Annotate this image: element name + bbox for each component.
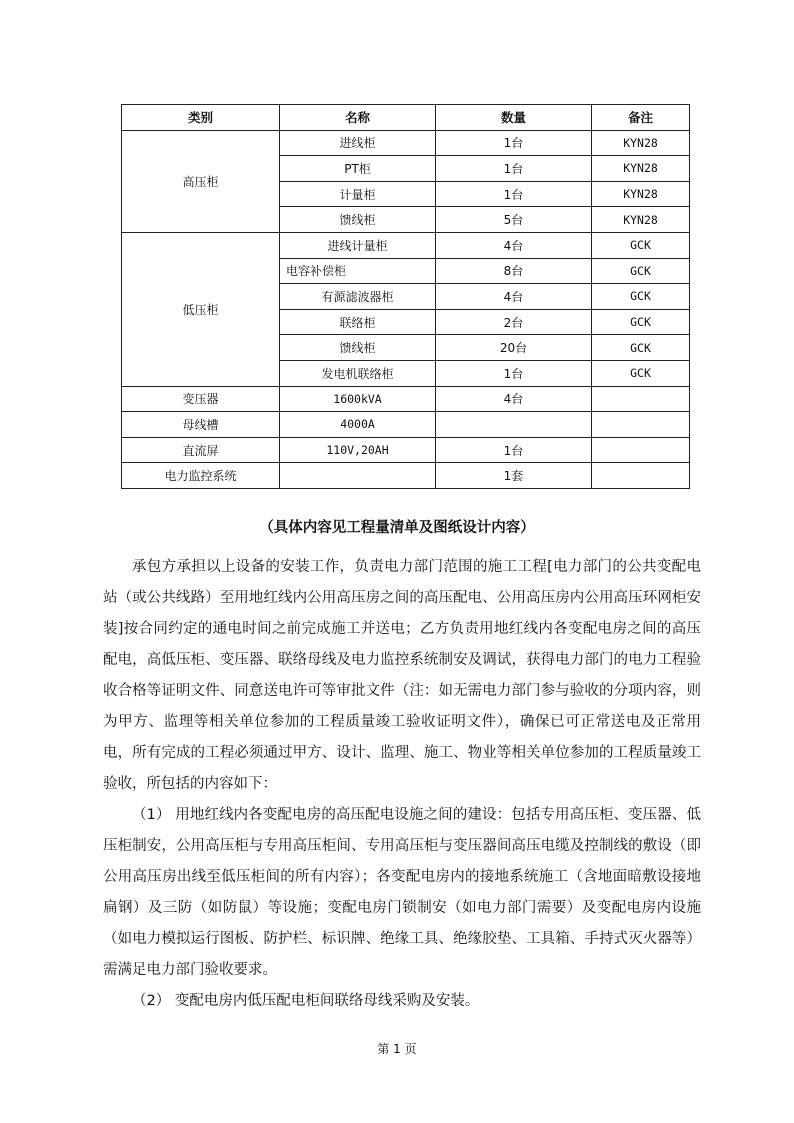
remark-cell: KYN28 xyxy=(592,207,690,233)
name-cell: 发电机联络柜 xyxy=(280,360,436,386)
quantity-cell xyxy=(436,412,592,438)
equipment-table xyxy=(121,104,690,489)
remark-cell: GCK xyxy=(592,335,690,361)
remark-cell xyxy=(592,463,690,489)
category-cell: 高压柜 xyxy=(122,130,280,232)
name-cell: 计量柜 xyxy=(280,181,436,207)
remark-cell xyxy=(592,437,690,463)
quantity-cell: 1套 xyxy=(436,463,592,489)
header-remark: 备注 xyxy=(592,105,690,131)
body-paragraph-item-1: （1） 用地红线内各变配电房的高压配电设施之间的建设：包括专用高压柜、变压器、低压柜制安，公用高压柜与专用高压柜间、专用高压柜与变压器间高压电缆及控制线的敷设（即公用高压房出线至低压柜间的所有内容）；各变配电房内的接地系统施工（含地面暗敷设接地扁钢）及三防（如防鼠）等设施；变配电房门锁制安（如电力部门需要）及变配电房内设施（如电力模拟运行图板、防护栏、标识牌、绝缘工具、绝缘胶垫、工具箱、手持式灭火器等）需满足电力部门验收要求。 xyxy=(103,807,701,978)
name-cell: 110V,20AH xyxy=(280,437,436,463)
quantity-cell: 4台 xyxy=(436,386,592,412)
page-number: 第 1 页 xyxy=(377,1042,417,1056)
name-cell: PT柜 xyxy=(280,156,436,182)
quantity-cell: 8台 xyxy=(436,258,592,284)
table-row xyxy=(122,386,690,412)
remark-cell: GCK xyxy=(592,360,690,386)
table-header-row xyxy=(122,105,690,131)
remark-cell: KYN28 xyxy=(592,156,690,182)
name-cell: 1600kVA xyxy=(280,386,436,412)
quantity-cell: 1台 xyxy=(436,437,592,463)
remark-cell xyxy=(592,412,690,438)
content-reference-note: （具体内容见工程量清单及图纸设计内容） xyxy=(259,520,535,536)
name-cell: 有源滤波器柜 xyxy=(280,284,436,310)
remark-cell: KYN28 xyxy=(592,130,690,156)
name-cell: 电容补偿柜 xyxy=(280,258,436,284)
category-cell: 电力监控系统 xyxy=(122,463,280,489)
category-cell: 变压器 xyxy=(122,386,280,412)
table-row xyxy=(122,232,690,258)
remark-cell: GCK xyxy=(592,258,690,284)
table-row xyxy=(122,130,690,156)
header-name: 名称 xyxy=(280,105,436,131)
table-row xyxy=(122,412,690,438)
body-paragraph-item-2: （2） 变配电房内低压配电柜间联络母线采购及安装。 xyxy=(132,993,480,1009)
name-cell: 馈线柜 xyxy=(280,335,436,361)
name-cell: 进线计量柜 xyxy=(280,232,436,258)
name-cell: 进线柜 xyxy=(280,130,436,156)
header-category: 类别 xyxy=(122,105,280,131)
table-row xyxy=(122,437,690,463)
table-body xyxy=(122,130,690,488)
name-cell xyxy=(280,463,436,489)
name-cell: 4000A xyxy=(280,412,436,438)
header-quantity: 数量 xyxy=(436,105,592,131)
table-row xyxy=(122,463,690,489)
name-cell: 馈线柜 xyxy=(280,207,436,233)
quantity-cell: 1台 xyxy=(436,181,592,207)
name-cell: 联络柜 xyxy=(280,309,436,335)
category-cell: 母线槽 xyxy=(122,412,280,438)
quantity-cell: 2台 xyxy=(436,309,592,335)
quantity-cell: 1台 xyxy=(436,156,592,182)
remark-cell: GCK xyxy=(592,284,690,310)
body-paragraph-scope: 承包方承担以上设备的安装工作，负责电力部门范围的施工工程[电力部门的公共变配电站（或公共线路）至用地红线内公用高压房之间的高压配电、公用高压房内公用高压环网柜安装]按合同约定的通电时间之前完成施工并送电；乙方负责用地红线内各变配电房之间的高压配电，高低压柜、变压器、联络母线及电力监控系统制安及调试，获得电力部门的电力工程验收合格等证明文件、同意送电许可等审批文件（注：如无需电力部门参与验收的分项内容，则为甲方、监理等相关单位参加的工程质量竣工验收证明文件），确保已可正常送电及正常用电，所有完成的工程必须通过甲方、设计、监理、施工、物业等相关单位参加的工程质量竣工验收，所包括的内容如下： xyxy=(103,559,701,792)
remark-cell: KYN28 xyxy=(592,181,690,207)
quantity-cell: 20台 xyxy=(436,335,592,361)
quantity-cell: 5台 xyxy=(436,207,592,233)
remark-cell: GCK xyxy=(592,232,690,258)
remark-cell: GCK xyxy=(592,309,690,335)
quantity-cell: 4台 xyxy=(436,232,592,258)
quantity-cell: 1台 xyxy=(436,130,592,156)
category-cell: 直流屏 xyxy=(122,437,280,463)
remark-cell xyxy=(592,386,690,412)
quantity-cell: 4台 xyxy=(436,284,592,310)
quantity-cell: 1台 xyxy=(436,360,592,386)
category-cell: 低压柜 xyxy=(122,232,280,386)
